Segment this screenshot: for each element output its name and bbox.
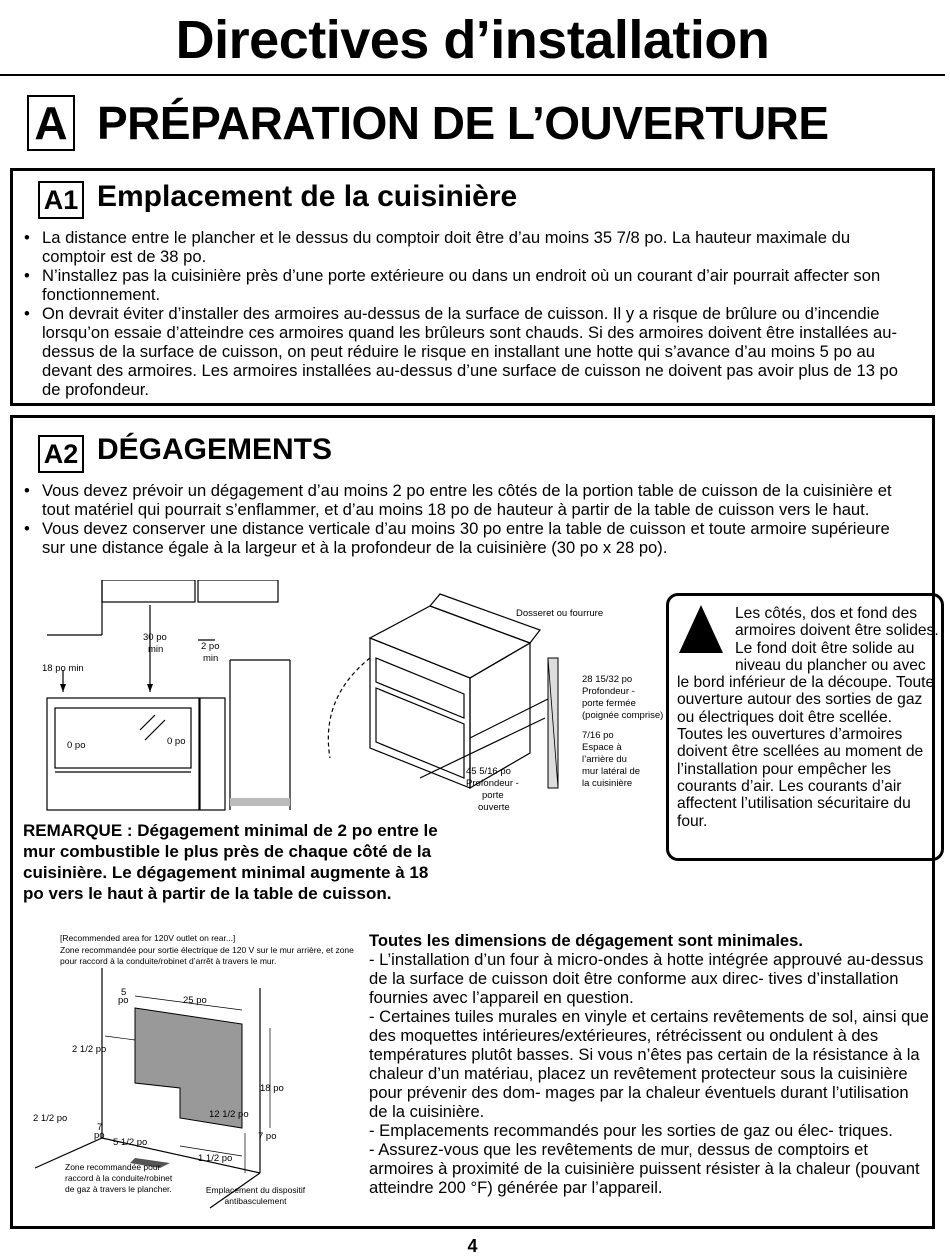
fig2-gap: 7/16 po (582, 730, 614, 741)
clearance-note: - Certaines tuiles murales en vinyle et certains revêtements de sol, ainsi que des moquettes intérieures/extérieures, rétrécissent ou ondulent à des températures plutôt basses. Si vous n’êtes pas certain de la résistance à la chaleur d’un matériau, placez un revêtement protecteur sous la cuisinière pour prévenir des dom- mages par la chaleur éventuels durant l’utilisation de la cuisinière. (369, 1007, 929, 1121)
a2-title: DÉGAGEMENTS (97, 433, 333, 466)
fig3-label-5: 5 (121, 987, 127, 998)
a1-bullet: • On devrait éviter d’installer des armoires au-dessus de la surface de cuisson. Il y a risque de brûlure ou d’incendie lorsqu’on essaie d’atteindre ces armoires quand les brûleurs sont chauds. Si des armoires doivent être installées au-dessus de la surface de cuisson, on peut réduire le risque en installant une hotte qui s’avance d’au moins 5 po au devant des armoires. Les armoires installées au-dessus d’une surface de cuisson ne doivent pas avoir plus de 13 po de profondeur. (14, 304, 914, 399)
fig2-depth-open-line3: porte (482, 790, 504, 801)
fig3-label-7: 7 (97, 1122, 103, 1133)
fig2-gap-line3: l’arrière du (582, 754, 627, 765)
a2-bullet: • Vous devez conserver une distance verticale d’au moins 30 po entre la table de cuisson et toute armoire supérieure sur une distance égale à la largeur et à la profondeur de la cuisinière (30 po x 28 po). (14, 519, 914, 557)
warning-box (666, 593, 944, 861)
clearance-notes-title: Toutes les dimensions de dégagement sont minimales. (369, 931, 803, 950)
a1-box (10, 168, 935, 406)
fig1-label-2: 2 po (201, 641, 220, 652)
fig3-label-12-half: 12 1/2 po (209, 1109, 249, 1120)
fig1-label-0-left: 0 po (67, 740, 86, 751)
fig1-label-2-min: min (203, 653, 219, 664)
fig2-depth-closed-line4: (poignée comprise) (582, 710, 664, 721)
fig2-gap-line4: mur latéral de (582, 766, 641, 777)
range-depth-figure (300, 588, 665, 818)
clearance-front-figure (20, 580, 300, 815)
fig2-gap-line2: Espace à (582, 742, 622, 753)
fig3-caption-1: [Recommended area for 120V outlet on rear...] (60, 933, 236, 943)
fig3-label-5-half: 5 1/2 po (113, 1137, 148, 1148)
fig2-backsplash-label: Dosseret ou fourrure (516, 608, 604, 619)
fig1-label-0-right: 0 po (167, 736, 186, 747)
a2-badge: A2 (38, 435, 84, 473)
fig3-label-1-half: 1 1/2 po (198, 1153, 233, 1164)
page-number: 4 (467, 1236, 478, 1256)
fig1-label-30: 30 po (143, 632, 167, 643)
warning-icon-spacer (677, 605, 735, 657)
fig3-label-2-half-b: 2 1/2 po (33, 1113, 68, 1124)
fig2-gap-line5: la cuisinière (582, 778, 633, 789)
a1-badge: A1 (38, 181, 84, 219)
fig3-label-2-half: 2 1/2 po (72, 1044, 107, 1055)
fig3-label-5-po: po (118, 995, 129, 1006)
fig3-label-7-right: 7 po (258, 1131, 277, 1142)
clearance-note: - L’installation d’un four à micro-ondes à hotte intégrée approuvé au-dessus de la surface de cuisson doit être conforme aux direc- tives d’installation fournies avec l’appareil en question. (369, 950, 924, 1007)
a1-title: Emplacement de la cuisinière (97, 180, 518, 213)
outlet-zone-figure (30, 933, 360, 1213)
fig2-depth-open-line4: ouverte (478, 802, 510, 813)
clearance-note: - Assurez-vous que les revêtements de mur, dessus de comptoirs et armoires à proximité de la cuisinière puissent résister à la chaleur (pouvant atteindre 200 °F) générée par l’appareil. (369, 1140, 920, 1197)
warning-text (677, 605, 939, 830)
fig2-depth-closed-line2: Profondeur - (582, 686, 635, 697)
fig2-depth-closed-line3: porte fermée (582, 698, 636, 709)
fig1-label-18: 18 po min (42, 663, 84, 674)
a1-bullet: • N’installez pas la cuisinière près d’une porte extérieure ou dans un endroit où un courant d’air pourrait affecter son fonctionnement. (14, 266, 914, 304)
a1-bullet-list (14, 228, 914, 399)
fig3-label-25: 25 po (183, 995, 207, 1006)
fig2-depth-open-line2: Profondeur - (466, 778, 519, 789)
a1-bullet: • La distance entre le plancher et le dessus du comptoir doit être d’au moins 35 7/8 po. La hauteur maximale du comptoir est de 38 po. (14, 228, 914, 266)
title-divider (0, 74, 945, 76)
clearance-note: - Emplacements recommandés pour les sorties de gaz ou élec- triques. (369, 1121, 893, 1140)
section-letter-badge: A (27, 95, 75, 151)
fig3-caption-2: Zone recommandée pour sortie électrique de 120 V sur le mur arrière, et zone pour raccord à la conduite/robinet d’arrêt à travers le mur. (60, 945, 354, 966)
page-title: Directives d’installation (175, 10, 770, 70)
fig3-label-18: 18 po (260, 1083, 284, 1094)
fig3-floor-zone-note: Zone recommandée pour raccord à la conduite/robinet de gaz à travers le plancher. (65, 1162, 173, 1194)
section-title: PRÉPARATION DE L’OUVERTURE (97, 97, 829, 149)
clearance-front-drawing (20, 580, 300, 815)
warning-text-content: Les côtés, dos et fond des armoires doivent être solides. Le fond doit être solide au niveau du plancher ou avec le bord inférieur de la découpe. Toute ouverture autour des sorties de gaz ou électriques doit être scellée. Toutes les ouvertures d’armoires doivent être scellées au moment de l’installation pour empêcher les courants d’air. Les courants d’air affectent l’utilisation sécuritaire du four. (677, 605, 939, 830)
a2-bullet: • Vous devez prévoir un dégagement d’au moins 2 po entre les côtés de la portion table de cuisson de la cuisinière et tout matériel qui pourrait s’enflammer, et d’au moins 18 po de hauteur à partir de la table de cuisson vers le haut. (14, 481, 914, 519)
fig1-label-30-min: min (148, 644, 164, 655)
remark-note: REMARQUE : Dégagement minimal de 2 po entre le mur combustible le plus près de chaque côté de la cuisinière. Le dégagement minimal augmente à 18 po vers le haut à partir de la table de cuisson. (23, 821, 438, 903)
fig3-label-7-po: po (94, 1130, 105, 1141)
clearance-notes (369, 931, 929, 1197)
fig2-depth-closed: 28 15/32 po (582, 674, 633, 685)
fig2-depth-open: 45 5/16 po (466, 766, 511, 777)
fig3-antitip-note: Emplacement du dispositif antibasculement (205, 1185, 306, 1206)
a2-bullet-list (14, 481, 914, 557)
